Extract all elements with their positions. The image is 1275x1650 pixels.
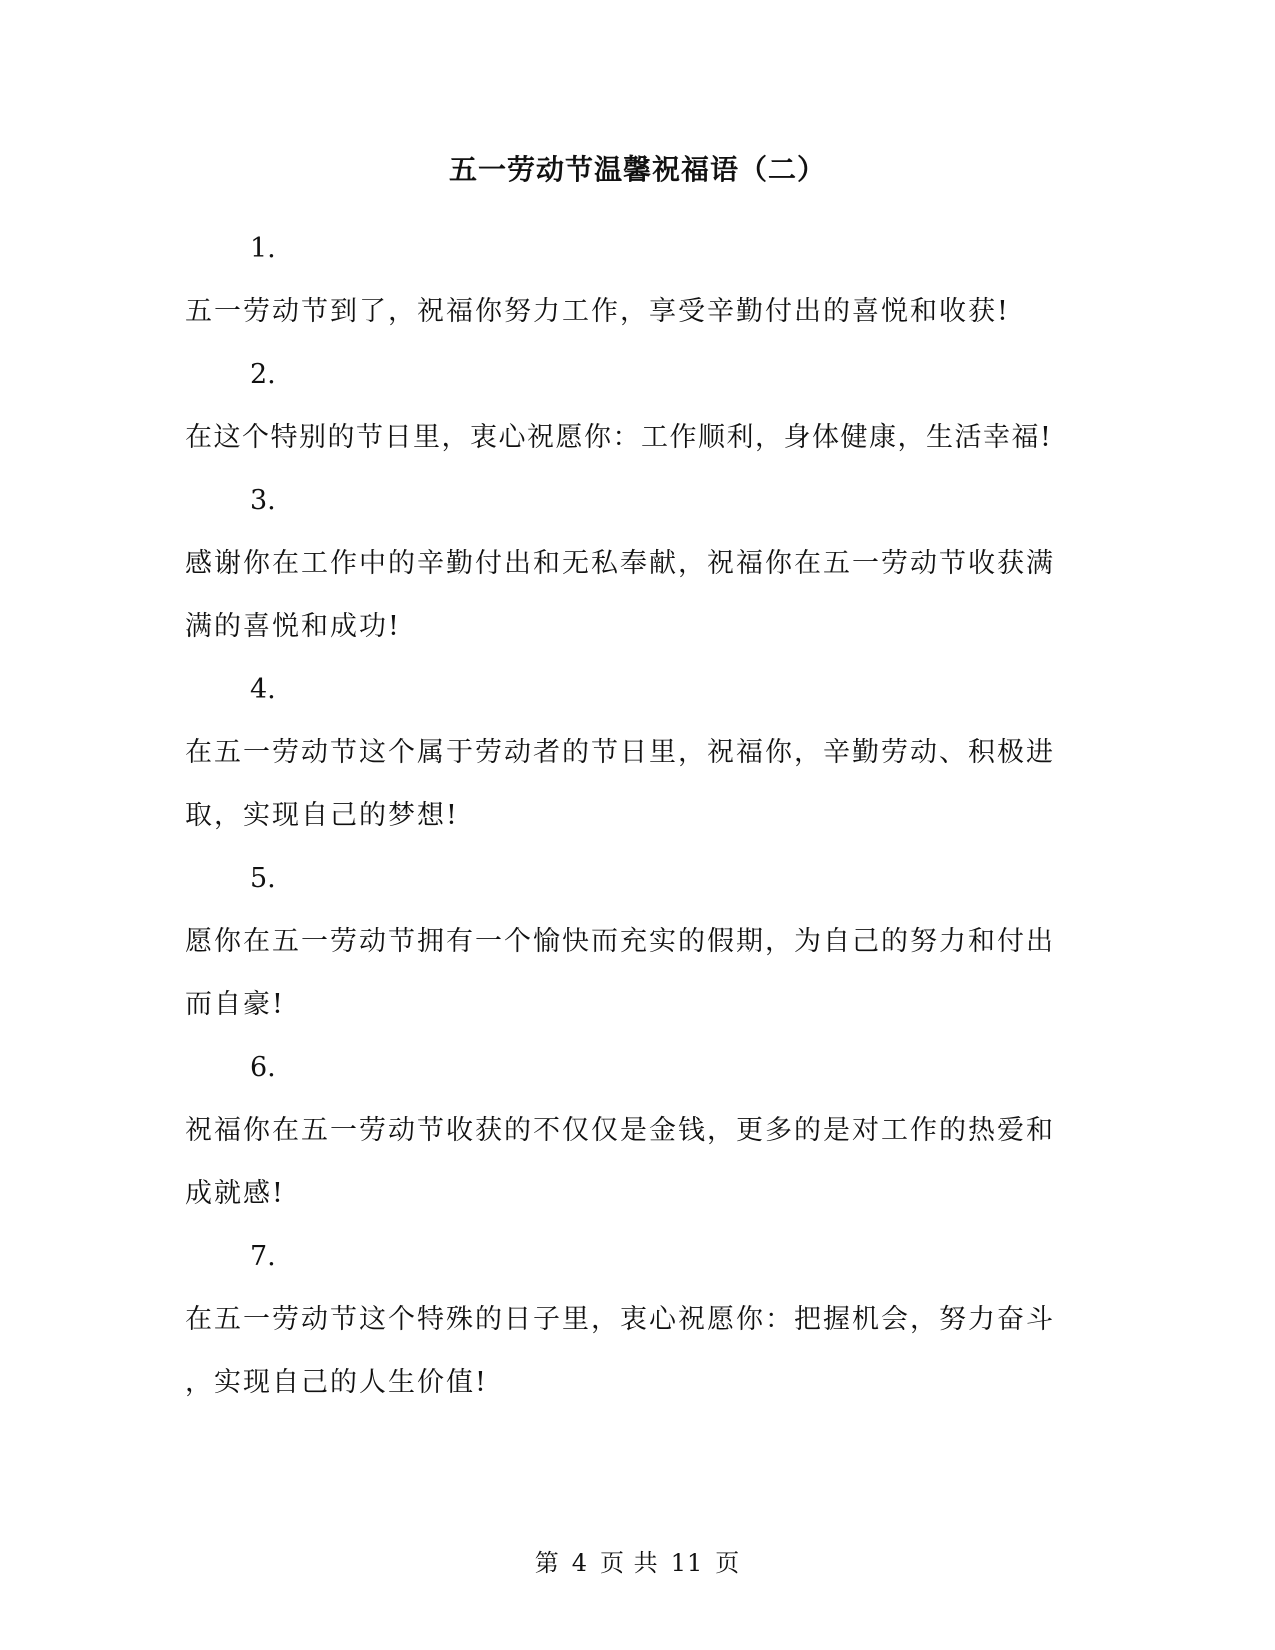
item-text-line: 在五一劳动节这个属于劳动者的节日里，祝福你，辛勤劳动、积极进	[185, 737, 1055, 768]
list-item	[185, 469, 1065, 658]
item-text-line: 取，实现自己的梦想!	[185, 800, 459, 831]
item-text-line: 感谢你在工作中的辛勤付出和无私奉献，祝福你在五一劳动节收获满	[185, 548, 1055, 579]
item-number: 7.	[250, 1241, 276, 1272]
list-item	[185, 1036, 1065, 1225]
item-text-line: 在五一劳动节这个特殊的日子里，衷心祝愿你：把握机会，努力奋斗	[185, 1304, 1055, 1335]
item-text-line: 在这个特别的节日里，衷心祝愿你：工作顺利，身体健康，生活幸福!	[185, 422, 1053, 453]
item-text-line: 祝福你在五一劳动节收获的不仅仅是金钱，更多的是对工作的热爱和	[185, 1115, 1055, 1146]
item-number: 5.	[250, 863, 276, 894]
item-number: 3.	[250, 485, 276, 516]
list-item	[185, 343, 1065, 469]
item-text-line: ，实现自己的人生价值!	[185, 1367, 488, 1398]
page-title: 五一劳动节温馨祝福语（二）	[448, 153, 826, 186]
item-text-line: 成就感!	[185, 1178, 285, 1209]
item-text-line: 而自豪!	[185, 989, 285, 1020]
total-pages-number: 11	[670, 1549, 704, 1577]
item-number: 1.	[250, 233, 276, 264]
item-text-line: 满的喜悦和成功!	[185, 611, 401, 642]
list-item	[185, 658, 1065, 847]
item-text-line: 五一劳动节到了，祝福你努力工作，享受辛勤付出的喜悦和收获!	[185, 296, 1010, 327]
footer-middle: 页 共	[600, 1549, 659, 1577]
item-number: 2.	[250, 359, 276, 390]
footer-prefix: 第	[534, 1549, 560, 1577]
item-number: 4.	[250, 674, 276, 705]
page-footer	[0, 1548, 1275, 1578]
current-page-number: 4	[571, 1549, 589, 1577]
footer-suffix: 页	[715, 1549, 741, 1577]
list-item	[185, 1225, 1065, 1414]
item-number: 6.	[250, 1052, 276, 1083]
blessing-list	[185, 217, 1065, 1414]
list-item	[185, 847, 1065, 1036]
list-item	[185, 217, 1065, 343]
item-text-line: 愿你在五一劳动节拥有一个愉快而充实的假期，为自己的努力和付出	[185, 926, 1055, 957]
